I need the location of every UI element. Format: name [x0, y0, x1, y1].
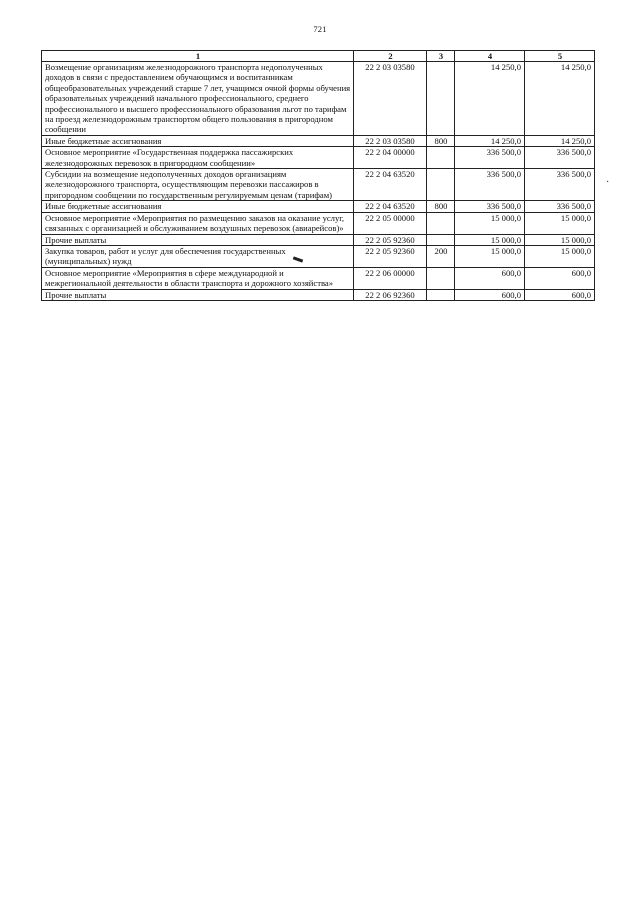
row-name: Прочие выплаты — [42, 234, 354, 245]
table-row — [42, 201, 595, 212]
table-row — [42, 169, 595, 201]
row-sum-1: 600,0 — [455, 267, 525, 289]
row-sum-2: 14 250,0 — [525, 135, 595, 146]
row-sum-1: 336 500,0 — [455, 201, 525, 212]
header-col-1: 1 — [42, 51, 354, 62]
table-row — [42, 135, 595, 146]
row-sum-2: 600,0 — [525, 267, 595, 289]
row-sum-2: 600,0 — [525, 289, 595, 300]
row-expense-type — [427, 212, 455, 234]
row-csr-code: 22 2 03 03580 — [354, 62, 427, 136]
row-sum-2: 336 500,0 — [525, 201, 595, 212]
table-row — [42, 267, 595, 289]
row-name: Основное мероприятие «Мероприятия по размещению заказов на оказание услуг, связанных с организацией и обслуживанием воздушных перевозок (авиарейсов)» — [42, 212, 354, 234]
row-name: Иные бюджетные ассигнования — [42, 135, 354, 146]
margin-mark: · — [606, 177, 610, 188]
header-col-2: 2 — [354, 51, 427, 62]
table-header — [42, 51, 595, 62]
row-name: Основное мероприятие «Государственная поддержка пассажирских железнодорожных перевозок в пригородном сообщении» — [42, 147, 354, 169]
row-sum-1: 14 250,0 — [455, 62, 525, 136]
table-row — [42, 245, 595, 267]
table-body — [42, 62, 595, 301]
header-col-3: 3 — [427, 51, 455, 62]
row-sum-1: 15 000,0 — [455, 212, 525, 234]
row-name: Прочие выплаты — [42, 289, 354, 300]
row-sum-2: 15 000,0 — [525, 245, 595, 267]
page-number: 721 — [313, 24, 327, 34]
row-csr-code: 22 2 05 92360 — [354, 234, 427, 245]
row-sum-1: 336 500,0 — [455, 147, 525, 169]
row-sum-1: 336 500,0 — [455, 169, 525, 201]
row-csr-code: 22 2 03 03580 — [354, 135, 427, 146]
header-col-4: 4 — [455, 51, 525, 62]
row-expense-type: 800 — [427, 201, 455, 212]
row-sum-2: 14 250,0 — [525, 62, 595, 136]
row-name: Закупка товаров, работ и услуг для обеспечения государственных (муниципальных) нужд — [42, 245, 354, 267]
table-row — [42, 212, 595, 234]
budget-table — [41, 50, 595, 301]
row-expense-type — [427, 62, 455, 136]
row-sum-2: 15 000,0 — [525, 212, 595, 234]
row-csr-code: 22 2 04 63520 — [354, 201, 427, 212]
row-sum-2: 15 000,0 — [525, 234, 595, 245]
row-csr-code: 22 2 04 00000 — [354, 147, 427, 169]
row-sum-2: 336 500,0 — [525, 147, 595, 169]
row-sum-1: 14 250,0 — [455, 135, 525, 146]
row-sum-1: 15 000,0 — [455, 245, 525, 267]
row-name: Субсидии на возмещение недополученных доходов организациям железнодорожного транспорта, осуществляющим перевозки пассажиров в пригородном сообщении по государственным регулируемым ценам (тарифам) — [42, 169, 354, 201]
row-expense-type — [427, 234, 455, 245]
row-name: Иные бюджетные ассигнования — [42, 201, 354, 212]
row-name: Основное мероприятие «Мероприятия в сфере международной и межрегиональной деятельности в области транспорта и дорожного хозяйства» — [42, 267, 354, 289]
row-sum-1: 15 000,0 — [455, 234, 525, 245]
row-csr-code: 22 2 06 92360 — [354, 289, 427, 300]
row-name: Возмещение организациям железнодорожного транспорта недополученных доходов в связи с предоставлением обучающимся и воспитанникам общеобразовательных учреждений старше 7 лет, учащимся очной формы обучения образовательных учреждений начального профессионального, среднего профессионального и высшего профессионального образования льгот по тарифам на проезд железнодорожным транспортом общего пользования в пригородном сообщении — [42, 62, 354, 136]
row-csr-code: 22 2 04 63520 — [354, 169, 427, 201]
row-expense-type — [427, 169, 455, 201]
table-row — [42, 289, 595, 300]
row-csr-code: 22 2 05 92360 — [354, 245, 427, 267]
row-csr-code: 22 2 05 00000 — [354, 212, 427, 234]
row-expense-type: 800 — [427, 135, 455, 146]
row-expense-type — [427, 267, 455, 289]
row-expense-type: 200 — [427, 245, 455, 267]
row-sum-2: 336 500,0 — [525, 169, 595, 201]
table-row — [42, 62, 595, 136]
header-col-5: 5 — [525, 51, 595, 62]
header-row — [42, 51, 595, 62]
row-expense-type — [427, 289, 455, 300]
row-sum-1: 600,0 — [455, 289, 525, 300]
table-row — [42, 234, 595, 245]
row-csr-code: 22 2 06 00000 — [354, 267, 427, 289]
row-expense-type — [427, 147, 455, 169]
table-row — [42, 147, 595, 169]
